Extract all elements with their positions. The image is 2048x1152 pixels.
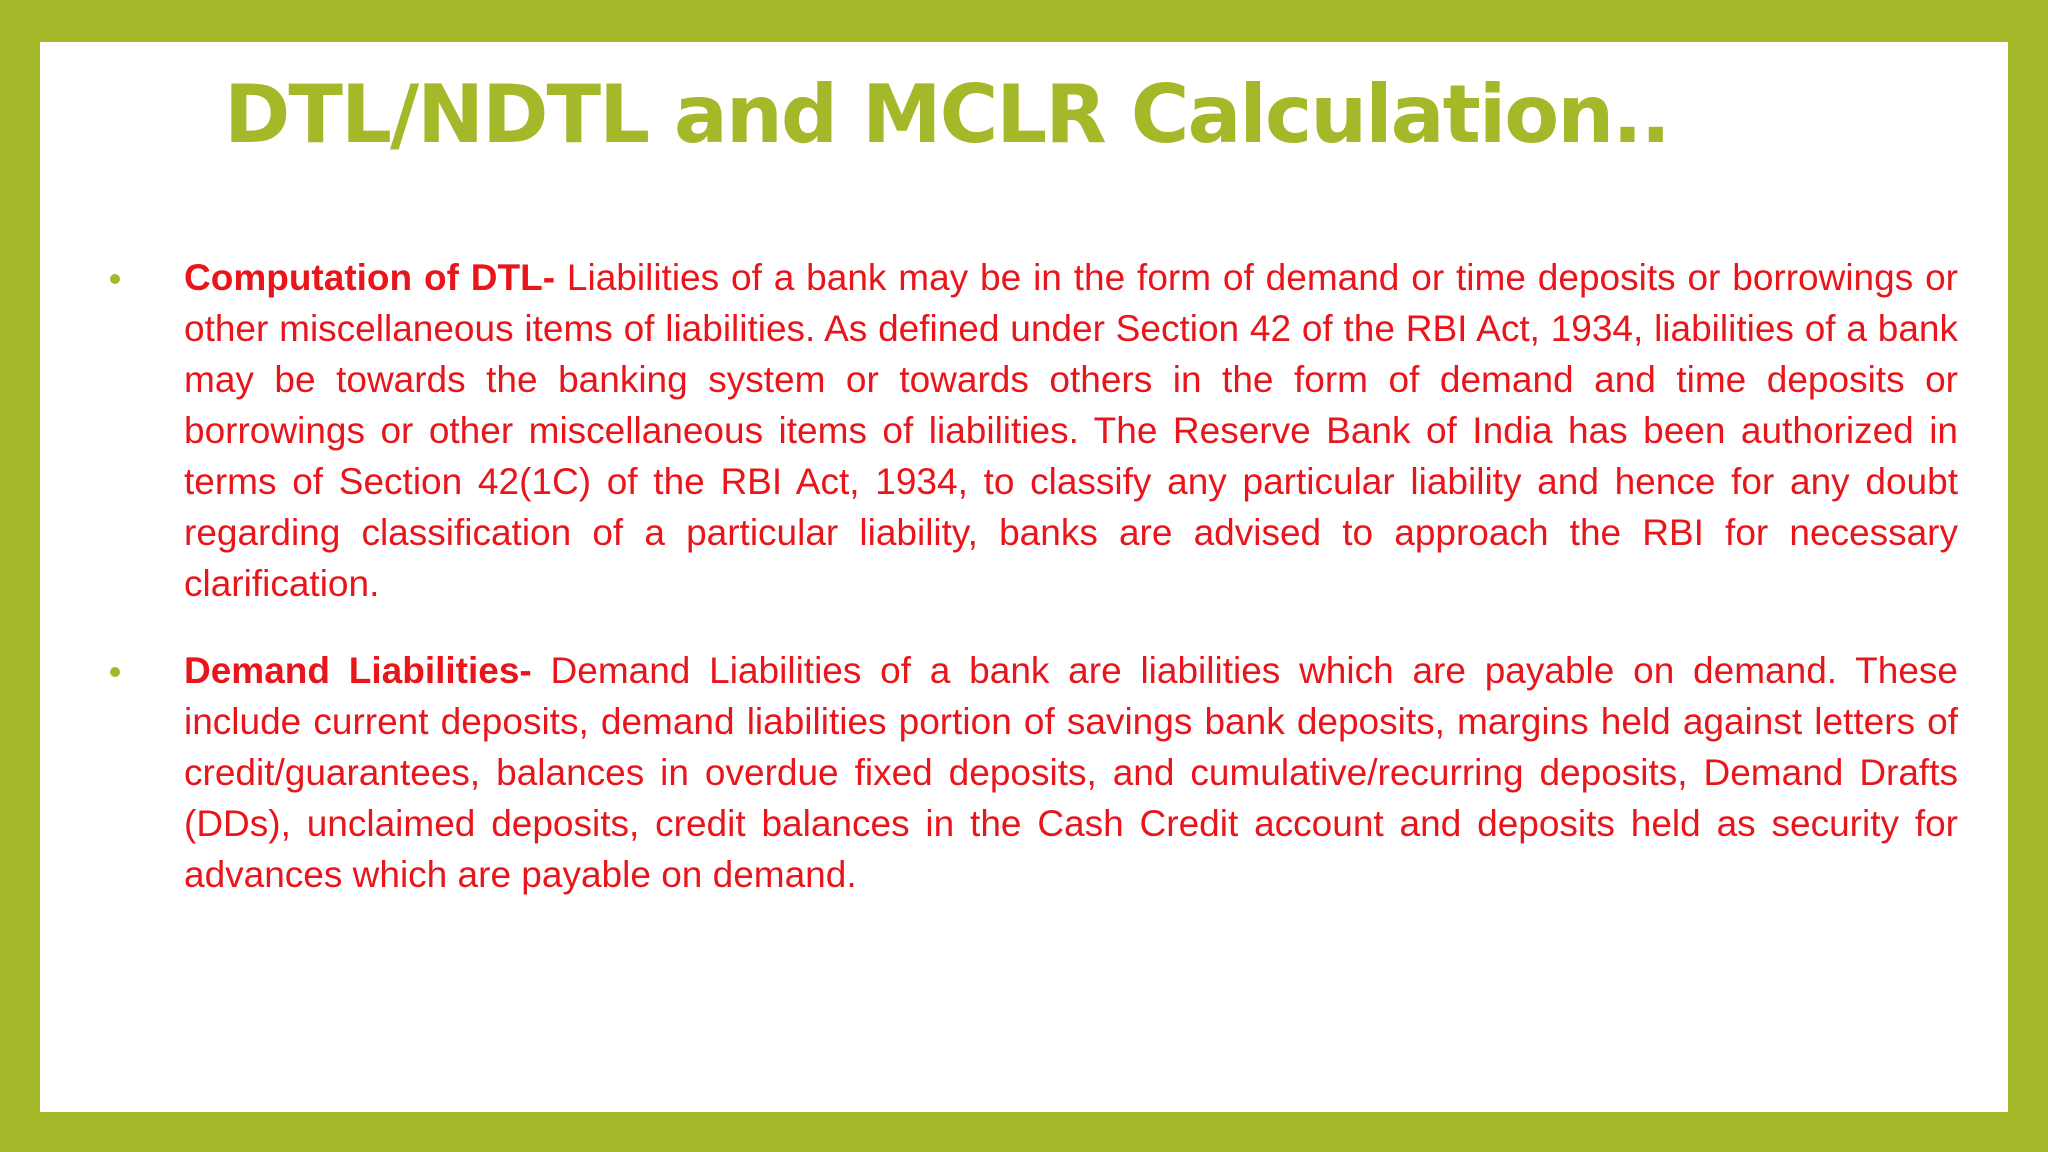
bullet-lead: Demand Liabilities- [184, 650, 532, 691]
slide-content-area [40, 42, 2008, 1112]
bullet-item-computation-of-dtl [110, 252, 1958, 609]
bullet-text: Demand Liabilities of a bank are liabilities which are payable on demand. These include current deposits, demand liabilities portion of savings bank deposits, margins held against letters of credit/guarantees, balances in overdue fixed deposits, and cumulative/recurring deposits, Demand Drafts (DDs), unclaimed deposits, credit balances in the Cash Credit account and deposits held as security for advances which are payable on demand. [184, 650, 1959, 895]
slide-title: DTL/NDTL and MCLR Calculation.. [224, 68, 1669, 161]
bullet-item-demand-liabilities [110, 645, 1958, 900]
bullet-list [110, 252, 1958, 936]
bullet-dot-icon [110, 667, 120, 677]
bullet-text: Liabilities of a bank may be in the form of demand or time deposits or borrowings or other miscellaneous items of liabilities. As defined under Section 42 of the RBI Act, 1934, liabilities of a bank may be towards the banking system or towards others in the form of demand and time deposits or borrowings or other miscellaneous items of liabilities. The Reserve Bank of India has been authorized in terms of Section 42(1C) of the RBI Act, 1934, to classify any particular liability and hence for any doubt regarding classification of a particular liability, banks are advised to approach the RBI for necessary clarification. [184, 257, 1958, 604]
bullet-dot-icon [110, 274, 120, 284]
bullet-lead: Computation of DTL- [184, 257, 556, 298]
